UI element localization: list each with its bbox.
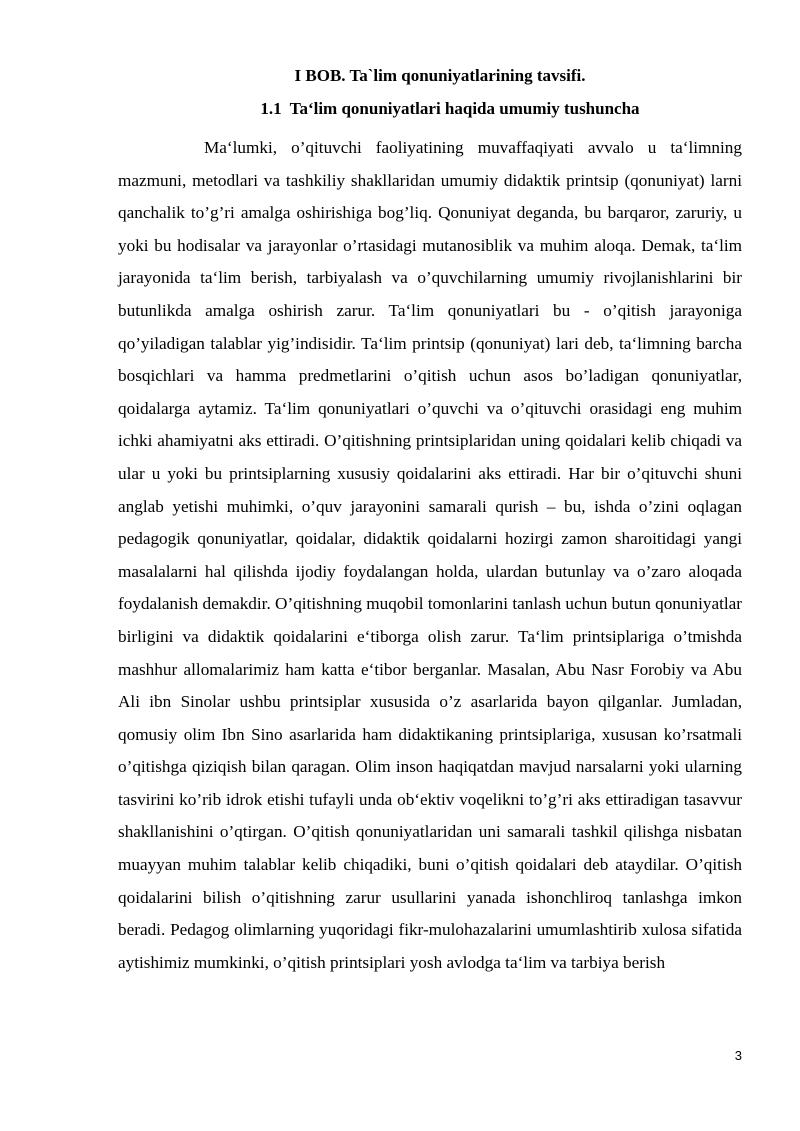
section-heading	[0, 98, 800, 120]
section-number: 1.1	[260, 99, 282, 118]
page-number: 3	[734, 1048, 742, 1063]
chapter-title: I BOB. Ta`lim qonuniyatlarining tavsifi.	[294, 66, 586, 85]
body-paragraph: Ma‘lumki, o’qituvchi faoliyatining muvaffaqiyati avvalo u ta‘limning mazmuni, metodlari va tashkiliy shakllaridan umumiy didaktik printsip (qonuniyat) larni qanchalik to’g’ri amalga oshirishiga bog’liq. Qonuniyat deganda, bu barqaror, zaruriy, u yoki bu hodisalar va jarayonlar o’rtasidagi mutanosiblik va muhim aloqa. Demak, ta‘lim jarayonida ta‘lim berish, tarbiyalash va o’quvchilarning umumiy rivojlanishlarini bir butunlikda amalga oshirish zarur. Ta‘lim qonuniyatlari bu - o’qitish jarayoniga qo’yiladigan talablar yig’indisidir. Ta‘lim printsip (qonuniyat) lari deb, ta‘limning barcha bosqichlari va hamma predmetlarini o’qitish uchun asos bo’ladigan qonuniyatlar, qoidalarga aytamiz. Ta‘lim qonuniyatlari o’quvchi va o’qituvchi orasidagi eng muhim ichki ahamiyatni aks ettiradi. O’qitishning printsiplaridan uning qoidalari kelib chiqadi va ular u yoki bu printsiplarning xususiy qoidalarini aks ettiradi. Har bir o’qituvchi shuni anglab yetishi muhimki, o’quv jarayonini samarali qurish – bu, ishda o’zini oqlagan pedagogik qonuniyatlar, qoidalar, didaktik qoidalarni hozirgi zamon sharoitidagi yangi masalalarni hal qilishda ijodiy foydalangan holda, ulardan butunlay va o’zaro aloqada foydalanish demakdir. O’qitishning muqobil tomonlarini tanlash uchun butun qonuniyatlar birligini va didaktik qoidalarini e‘tiborga olish zarur. Ta‘lim printsiplariga o’tmishda mashhur allomalarimiz ham katta e‘tibor berganlar. Masalan, Abu Nasr Forobiy va Abu Ali ibn Sinolar ushbu printsiplar xususida o’z asarlarida bayon qilganlar. Jumladan, qomusiy olim Ibn Sino asarlarida ham didaktikaning printsiplariga, xususan ko’rsatmali o’qitishga qiziqish bilan qaragan. Olim inson haqiqatdan mavjud narsalarni yoki ularning tasvirini ko’rib idrok etishi tufayli unda ob‘ektiv voqelikni to’g’ri aks ettiradigan tasavvur shakllanishini o’qtirgan. O’qitish qonuniyatlaridan uni samarali tashkil qilishga nisbatan muayyan muhim talablar kelib chiqadiki, buni o’qitish qoidalari deb ataydilar. O’qitish qoidalarini bilish o’qitishning zarur usullarini yanada ishonchliroq tanlashga imkon beradi. Pedagog olimlarning yuqoridagi fikr-mulohazalarini umumlashtirib xulosa sifatida aytishimiz mumkinki, o’qitish printsiplari yosh avlodga ta‘lim va tarbiya berish	[118, 138, 742, 972]
section-title: Ta‘lim qonuniyatlari haqida umumiy tushuncha	[289, 99, 640, 118]
